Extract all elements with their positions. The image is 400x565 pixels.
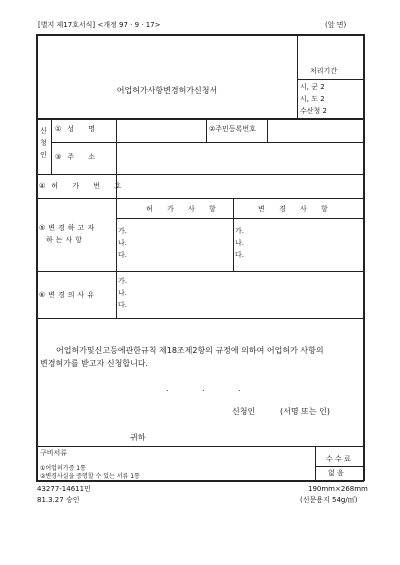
reason-top [37, 271, 363, 272]
fee-label: 수 수 료 [326, 455, 351, 463]
fee-value: 없 음 [328, 469, 344, 477]
frame-left [36, 34, 38, 481]
applicant-label-1: 신 [40, 127, 47, 135]
doc-item-2: ②변경사실을 증명할 수 있는 서류 1통 [40, 473, 140, 480]
fee-divider [315, 446, 316, 480]
id-label: ②주민등록번호 [209, 125, 256, 133]
applicant-label-divider [116, 118, 117, 174]
id-divider-right [267, 118, 268, 142]
paper-type: (신문용지 54g/㎡) [300, 496, 358, 504]
frame-bottom [36, 480, 364, 482]
reason-item-b: 나. [118, 289, 127, 297]
change-right-item-a: 가. [235, 227, 244, 235]
license-no-field[interactable] [118, 176, 361, 196]
name-field[interactable] [118, 120, 204, 140]
reason-divider [116, 271, 117, 318]
addressee: 귀하 [130, 433, 146, 442]
date-dot-day: . [238, 384, 241, 393]
processing-sigun: 시, 군 2 [300, 83, 325, 91]
processing-sido: 시, 도 2 [300, 95, 325, 103]
frame-right [363, 34, 365, 481]
applicant-group-divider [51, 118, 52, 174]
processing-agency: 수산청 2 [300, 107, 327, 115]
change-left-item-a: 가. [118, 227, 127, 235]
name-label: ①성 명 [55, 125, 102, 133]
reason-label: ⑥변경의사유 [39, 291, 98, 299]
change-col-divider [233, 198, 234, 271]
sign-hint: (서명 또는 인) [280, 407, 330, 416]
applicant-mid-line [51, 142, 363, 143]
processing-label: 처리기간 [310, 67, 338, 75]
signer-label: 신청인 [232, 407, 256, 416]
frame-top [36, 34, 364, 36]
change-right-item-c: 다. [235, 251, 244, 259]
statement-line-1: 어업허가및신고등에관한규칙 제18조제2항의 규정에 의하여 어업허가 사항의 [56, 346, 324, 355]
doc-item-1: ①어업허가증 1통 [40, 465, 86, 472]
header-divider [297, 35, 298, 118]
change-left-item-b: 나. [118, 239, 127, 247]
date-dot-year: . [166, 384, 169, 393]
page-side: (앞 면) [325, 21, 347, 29]
change-label-2: 하는사항 [46, 236, 86, 244]
reason-item-a: 가. [118, 277, 127, 285]
change-label-divider [116, 198, 117, 271]
paper-size: 190mm×268mm [308, 485, 368, 493]
fee-line [315, 466, 363, 467]
form-title: 어업허가사항변경허가신청서 [116, 86, 218, 95]
change-right-item-b: 나. [235, 239, 244, 247]
body-top [37, 318, 363, 319]
applicant-label-3: 인 [40, 151, 47, 159]
processing-line [297, 79, 363, 80]
change-header-line [116, 218, 363, 219]
address-label: ③주 소 [55, 153, 102, 161]
address-field[interactable] [118, 144, 361, 172]
form-code: 43277-14611민 [37, 485, 91, 493]
applicant-label-2: 청 [40, 139, 47, 147]
form-id: [별지 제17호서식] <개정 97 · 9 · 17> [38, 21, 161, 29]
change-left-item-c: 다. [118, 251, 127, 259]
license-top [37, 174, 363, 175]
docs-title: 구비서류 [40, 449, 68, 457]
id-divider-left [206, 118, 207, 142]
change-top [37, 198, 363, 199]
reason-item-c: 다. [118, 301, 127, 309]
approval-date: 81.3.27 승인 [37, 496, 80, 504]
change-label-1: ⑤변경하고자 [39, 224, 98, 232]
col-change-header: 변 경 사 항 [258, 205, 334, 213]
date-dot-month: . [202, 384, 205, 393]
license-divider [116, 174, 117, 198]
statement-line-2: 변경허가를 받고자 신청합니다. [40, 359, 149, 368]
license-no-label: ④허 가 번 호 [39, 182, 127, 190]
col-license-header: 허 가 사 항 [146, 205, 222, 213]
id-field[interactable] [269, 120, 361, 140]
